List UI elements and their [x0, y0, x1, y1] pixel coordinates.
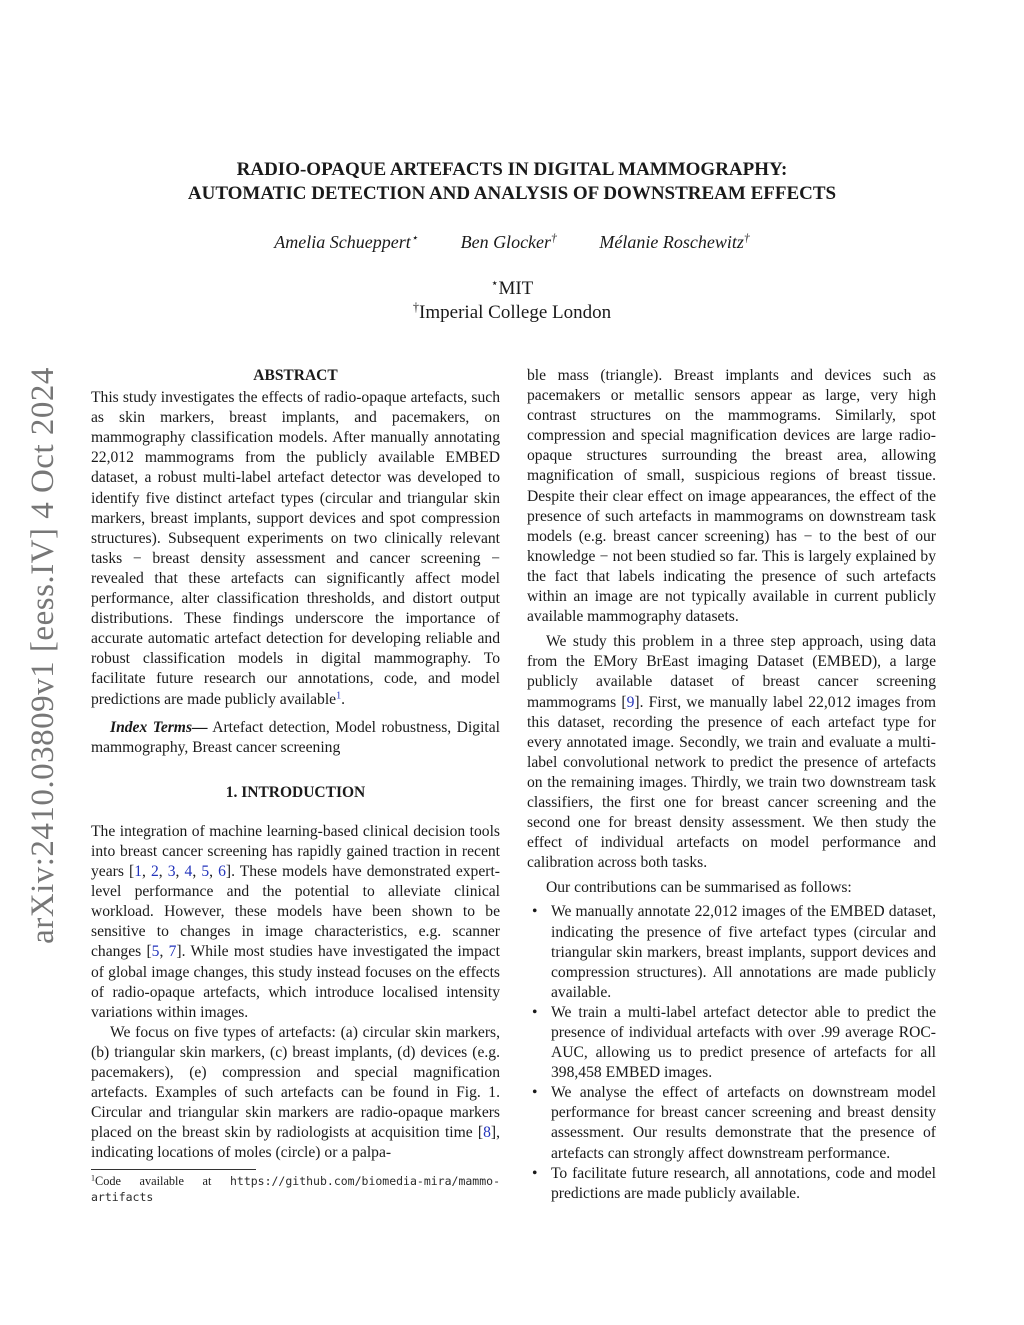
footnote: $^1$Code available at https://github.com/biomedia-mira/mammo-artifacts [91, 1174, 500, 1204]
affiliation: ⋆MIT [490, 276, 534, 299]
arxiv-identifier: arXiv:2410.03809v1 [eess.IV] 4 Oct 2024 [24, 366, 61, 944]
paper-title [100, 158, 924, 206]
citation-link[interactable]: 1 [134, 863, 142, 881]
intro-paragraph-1: The integration of machine learning-based clinical decision tools into breast cancer screening has rapidly gained traction in recent years [1, 2, 3, 4, 5, 6]. These models have demonstrated expert-level performance and the potential to alleviate clinical workload. However, these models have been shown to be sensitive to changes in image characteristics, e.g. scanner changes [5, 7]. While most studies have investigated the impact of global image changes, this study instead focuses on the effects of radio-opaque artefacts, which introduce localised intensity variations within images. [91, 822, 500, 1021]
intro-paragraph-3: We study this problem in a three step approach, using data from the EMory BrEast imaging Dataset (EMBED), a large publicly available dataset of breast cancer screening mammograms [9]. First, we manually label 22,012 images from this dataset, recording the presence of each artefact type for every annotated image. Secondly, we train and evaluate a multi-label convolutional network to predict the presence of artefacts on the remaining images. Thirdly, we train two downstream task classifiers, the first one for breast cancer screening and the second one for breast density assessment. We then study the effect of individual artefacts on model performance and calibration across both tasks. [527, 633, 936, 872]
list-item: • We train a multi-label artefact detector able to predict the presence of individual artefacts with over .99 average ROC-AUC, allowing us to predict presence of artefacts for all 398,458 EMBED images. [532, 1003, 936, 1082]
author: Amelia Schueppert⋆ [274, 231, 419, 252]
footnote-url-link[interactable]: https://github.com/biomedia-mira/mammo-artifacts [91, 1174, 500, 1204]
citation-link[interactable]: 2 [150, 863, 159, 881]
affiliation: †Imperial College London [412, 300, 612, 323]
citation-link[interactable]: 7 [168, 943, 177, 961]
citation-link[interactable]: 4 [184, 863, 193, 881]
author-list [100, 229, 924, 255]
author: Ben Glocker† [460, 231, 557, 252]
citation-link[interactable]: 6 [218, 863, 226, 881]
footnote-divider [91, 1169, 256, 1170]
author: Mélanie Roschewitz† [599, 231, 750, 252]
citation-link[interactable]: 5 [201, 863, 210, 881]
intro-paragraph-2a: We focus on five types of artefacts: (a) circular skin markers, (b) triangular skin markers, (c) breast implants, (d) devices (e.g. pacemakers), (e) compression and special magnification artefacts. Examples of such artefacts can be found in Fig. 1. Circular and triangular skin markers are radio-opaque markers placed on the breast skin by radiologists at acquisition time [8], indicating locations of moles (circle) or a palpa- [91, 1023, 500, 1162]
list-item: • We manually annotate 22,012 images of the EMBED dataset, indicating the presence of five artefact types (circular and triangular skin markers, breast implants, support devices and compression structures). All annotations are made publicly available. [532, 903, 936, 1001]
abstract-heading: ABSTRACT [253, 367, 338, 384]
citation-link[interactable]: 5 [151, 943, 160, 961]
contributions-list [527, 902, 936, 1203]
intro-paragraph-2b: ble mass (triangle). Breast implants and devices such as pacemakers or metallic sensors appear as large, very high contrast structures on the mammograms. Similarly, spot compression and special magnification devices are large radio-opaque structures surrounding the breast area, allowing magnification of small, suspicious regions of breast tissue. Despite their clear effect on image appearances, the effect of the presence of such artefacts in mammograms on downstream task models (e.g. breast cancer screening) has − to the best of our knowledge − not been studied so far. This is largely explained by the fact that labels indicating the presence of such artefacts within an image are not typically available in current publicly available mammography datasets. [527, 367, 936, 626]
affiliations [100, 277, 924, 325]
arxiv-watermark [20, 365, 66, 945]
citation-link[interactable]: 8 [483, 1124, 491, 1142]
title-line-1: RADIO-OPAQUE ARTEFACTS IN DIGITAL MAMMOGRAPHY: [236, 159, 788, 180]
index-terms: Index Terms— Artefact detection, Model robustness, Digital mammography, Breast cancer screening [91, 718, 500, 756]
right-column [527, 366, 936, 1204]
footnote-ref[interactable]: 1 [336, 689, 342, 701]
title-line-2: AUTOMATIC DETECTION AND ANALYSIS OF DOWNSTREAM EFFECTS [187, 183, 837, 204]
list-item: • To facilitate future research, all annotations, code and model predictions are made publicly available. [532, 1164, 936, 1202]
introduction-heading: 1. INTRODUCTION [225, 783, 366, 801]
left-column [91, 366, 500, 1205]
citation-link[interactable]: 3 [167, 863, 176, 881]
abstract-text: This study investigates the effects of radio-opaque artefacts, such as skin markers, breast implants, and pacemakers, on mammography classification models. After manually annotating 22,012 mammograms from the publicly available EMBED dataset, a robust multi-label artefact detector was developed to identify five distinct artefact types (circular and triangular skin markers, breast implants, support devices and spot compression structures). Subsequent experiments on two clinically relevant tasks − breast density assessment and cancer screening − revealed that these artefacts can significantly affect model performance, alter classification thresholds, and distort output distributions. These findings underscore the importance of accurate automatic artefact detection for developing reliable and robust classification models in digital mammography. To facilitate future research our annotations, code, and model predictions are made publicly available$^1$. [91, 389, 500, 708]
list-item: • We analyse the effect of artefacts on downstream model performance for breast cancer screening and breast density assessment. Our results demonstrate that the presence of artefacts can strongly affect downstream performance. [532, 1084, 936, 1162]
citation-link[interactable]: 9 [626, 693, 635, 711]
contributions-intro: Our contributions can be summarised as follows: [546, 879, 852, 897]
